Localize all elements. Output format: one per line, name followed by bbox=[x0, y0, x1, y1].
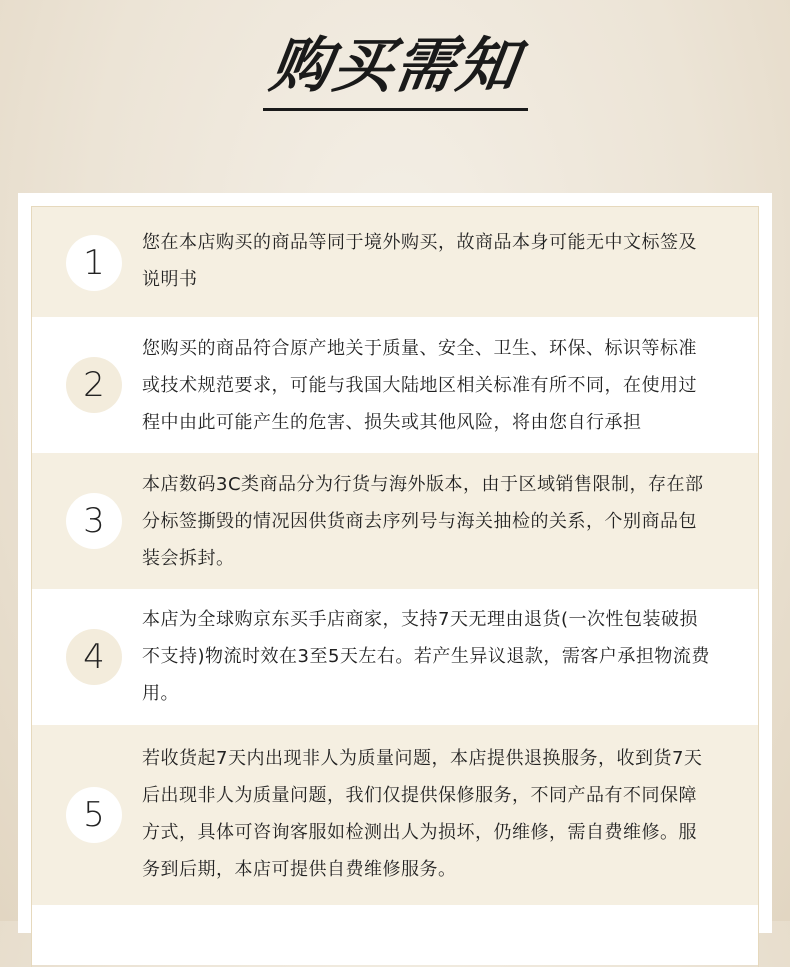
item-number-badge: 1 bbox=[66, 235, 122, 291]
page-title: 购买需知 bbox=[266, 31, 524, 101]
list-item-3 bbox=[32, 453, 758, 589]
item-number-badge: 5 bbox=[66, 787, 122, 843]
list-item-4 bbox=[32, 589, 758, 725]
list-item-5 bbox=[32, 725, 758, 905]
list-item-2 bbox=[32, 317, 758, 453]
list-item-6 bbox=[32, 905, 758, 965]
notice-card bbox=[18, 193, 772, 933]
title-underline bbox=[263, 108, 528, 111]
item-text: 您购买的商品符合原产地关于质量、安全、卫生、环保、标识等标准或技术规范要求，可能与我国大陆地区相关标准有所不同，在使用过程中由此可能产生的危害、损失或其他风险，将由您自行承担 bbox=[142, 338, 697, 433]
item-number-badge: 4 bbox=[66, 629, 122, 685]
item-text: 本店为全球购京东买手店商家，支持7天无理由退货(一次性包装破损不支持)物流时效在3至5天左右。若产生异议退款，需客户承担物流费用。 bbox=[142, 609, 710, 704]
item-number-badge: 3 bbox=[66, 493, 122, 549]
item-text: 若收货起7天内出现非人为质量问题，本店提供退换服务，收到货7天后出现非人为质量问题，我们仅提供保修服务，不同产品有不同保障方式，具体可咨询客服如检测出人为损坏，仍维修，需自费维修。服务到后期，本店可提供自费维修服务。 bbox=[142, 748, 703, 880]
item-text: 本店数码3C类商品分为行货与海外版本，由于区域销售限制，存在部分标签撕毁的情况因供货商去序列号与海关抽检的关系，个别商品包装会拆封。 bbox=[142, 474, 704, 569]
header bbox=[0, 0, 790, 190]
item-number-badge: 2 bbox=[66, 357, 122, 413]
notice-list bbox=[31, 206, 759, 967]
list-item-1 bbox=[32, 207, 758, 317]
item-text: 您在本店购买的商品等同于境外购买，故商品本身可能无中文标签及说明书 bbox=[142, 232, 697, 290]
